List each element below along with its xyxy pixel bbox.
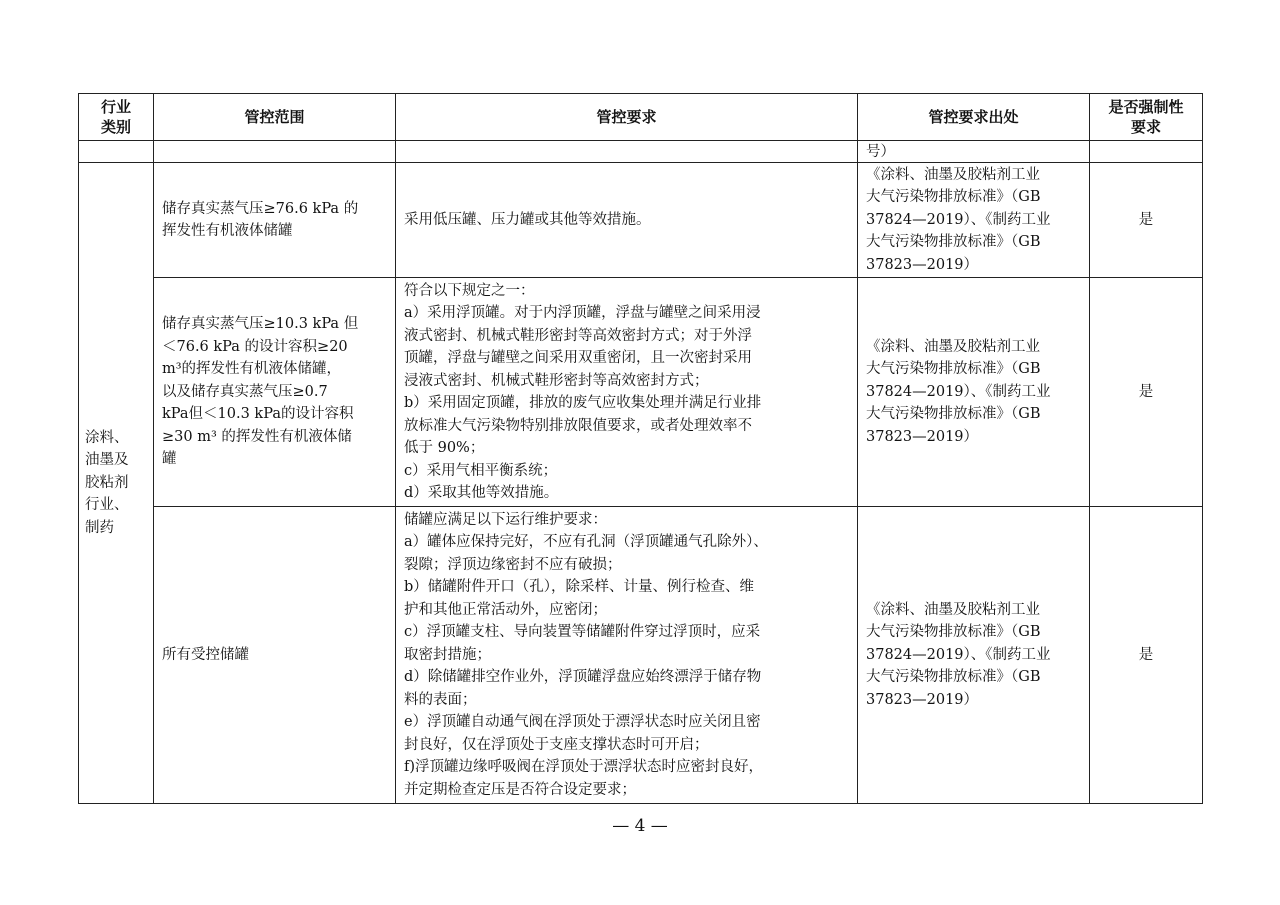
scope-cell: [154, 163, 396, 278]
scope-line: 储存真实蒸气压≥10.3 kPa 但: [162, 316, 359, 333]
source-line: 大气污染物排放标准》（GB: [866, 406, 1041, 423]
scope-line: 储存真实蒸气压≥76.6 kPa 的: [162, 200, 359, 217]
scope-line: 罐: [162, 451, 177, 468]
regulation-table: [78, 93, 1203, 804]
table-row: [79, 163, 1203, 278]
header-industry-line: 行业: [100, 98, 131, 116]
header-row: [79, 94, 1203, 141]
industry-line: 制药: [85, 519, 114, 536]
requirement-line: c）采用气相平衡系统；: [404, 462, 558, 479]
requirement-cell: [396, 507, 858, 804]
source-line: 37824—2019）、《制药工业: [866, 383, 1051, 400]
requirement-cell: [396, 163, 858, 278]
source-line: 大气污染物排放标准》（GB: [866, 624, 1041, 641]
industry-cell: [79, 163, 154, 804]
header-mandatory-line: 是否强制性: [1108, 98, 1184, 116]
requirement-line: b）储罐附件开口（孔），除采样、计量、例行检查、维: [404, 579, 755, 596]
source-line: 大气污染物排放标准》（GB: [866, 189, 1041, 206]
requirement-line: e）浮顶罐自动通气阀在浮顶处于漂浮状态时应关闭且密: [404, 714, 761, 731]
source-line: 大气污染物排放标准》（GB: [866, 361, 1041, 378]
requirement-line: d）除储罐排空作业外，浮顶罐浮盘应始终漂浮于储存物: [404, 669, 762, 686]
continuation-row: [79, 141, 1203, 163]
continuation-industry: [79, 141, 154, 163]
source-line: 大气污染物排放标准》（GB: [866, 669, 1041, 686]
header-requirement: 管控要求: [396, 94, 858, 141]
requirement-line: 采用低压罐、压力罐或其他等效措施。: [404, 211, 651, 228]
requirement-line: a）罐体应保持完好，不应有孔洞（浮顶罐通气孔除外）、: [404, 534, 768, 551]
mandatory-cell: 是: [1090, 507, 1203, 804]
requirement-line: 放标准大气污染物特别排放限值要求，或者处理效率不: [404, 417, 752, 434]
requirement-line: 取密封措施；: [404, 646, 491, 663]
scope-line: ≥30 m³ 的挥发性有机液体储: [162, 428, 352, 445]
page-number: — 4 —: [612, 816, 668, 836]
source-line: 大气污染物排放标准》（GB: [866, 234, 1041, 251]
header-scope: 管控范围: [154, 94, 396, 141]
header-industry: [79, 94, 154, 141]
mandatory-cell: 是: [1090, 278, 1203, 507]
header-mandatory: [1090, 94, 1203, 141]
source-cell: [858, 163, 1090, 278]
industry-line: 行业、: [85, 497, 129, 514]
continuation-requirement: [396, 141, 858, 163]
scope-line: ＜76.6 kPa 的设计容积≥20: [162, 338, 348, 355]
requirement-line: 护和其他正常活动外，应密闭；: [404, 601, 607, 618]
industry-line: 油墨及: [85, 452, 129, 469]
scope-line: kPa但＜10.3 kPa的设计容积: [162, 406, 354, 423]
requirement-line: 裂隙；浮顶边缘密封不应有破损；: [404, 556, 622, 573]
table-row: [79, 278, 1203, 507]
source-line: 《涂料、油墨及胶粘剂工业: [866, 338, 1040, 355]
table-row: [79, 507, 1203, 804]
requirement-line: 低于 90%；: [404, 440, 485, 456]
scope-cell: [154, 278, 396, 507]
scope-line: 挥发性有机液体储罐: [162, 223, 293, 239]
source-line: 37824—2019）、《制药工业: [866, 646, 1051, 663]
requirement-line: b）采用固定顶罐，排放的废气应收集处理并满足行业排: [404, 395, 762, 411]
mandatory-cell: 是: [1090, 163, 1203, 278]
source-line: 《涂料、油墨及胶粘剂工业: [866, 601, 1040, 618]
source-line: 37824—2019）、《制药工业: [866, 211, 1051, 228]
requirement-line: 浸液式密封、机械式鞋形密封等高效密封方式；: [404, 372, 709, 389]
scope-cell: [154, 507, 396, 804]
source-line: 37823—2019）: [866, 256, 979, 273]
requirement-line: 料的表面；: [404, 691, 477, 708]
requirement-line: 储罐应满足以下运行维护要求：: [404, 511, 607, 528]
requirement-line: c）浮顶罐支柱、导向装置等储罐附件穿过浮顶时，应采: [404, 624, 761, 641]
requirement-line: 封良好，仅在浮顶处于支座支撑状态时可开启；: [404, 736, 709, 753]
industry-line: 胶粘剂: [85, 474, 129, 491]
requirement-cell: [396, 278, 858, 507]
requirement-line: 并定期检查定压是否符合设定要求；: [404, 781, 636, 798]
header-source: 管控要求出处: [858, 94, 1090, 141]
requirement-line: 顶罐，浮盘与罐壁之间采用双重密闭，且一次密封采用: [404, 350, 752, 366]
continuation-mandatory: [1090, 141, 1203, 163]
requirement-line: f)浮顶罐边缘呼吸阀在浮顶处于漂浮状态时应密封良好，: [404, 759, 764, 776]
requirement-line: a）采用浮顶罐。对于内浮顶罐，浮盘与罐壁之间采用浸: [404, 305, 761, 321]
continuation-source: 号）: [858, 141, 1090, 163]
industry-line: 涂料、: [85, 429, 129, 446]
header-industry-line: 类别: [100, 118, 131, 136]
source-line: 《涂料、油墨及胶粘剂工业: [866, 166, 1040, 183]
header-mandatory-line: 要求: [1130, 118, 1161, 136]
scope-line: 以及储存真实蒸气压≥0.7: [162, 383, 328, 400]
requirement-line: d）采取其他等效措施。: [404, 485, 559, 501]
scope-line: m³的挥发性有机液体储罐，: [162, 361, 342, 378]
continuation-scope: [154, 141, 396, 163]
requirement-line: 液式密封、机械式鞋形密封等高效密封方式；对于外浮: [404, 327, 752, 344]
source-cell: [858, 507, 1090, 804]
source-cell: [858, 278, 1090, 507]
requirement-line: 符合以下规定之一：: [404, 282, 535, 299]
source-line: 37823—2019）: [866, 691, 979, 708]
scope-line: 所有受控储罐: [162, 646, 249, 663]
source-line: 37823—2019）: [866, 428, 979, 445]
